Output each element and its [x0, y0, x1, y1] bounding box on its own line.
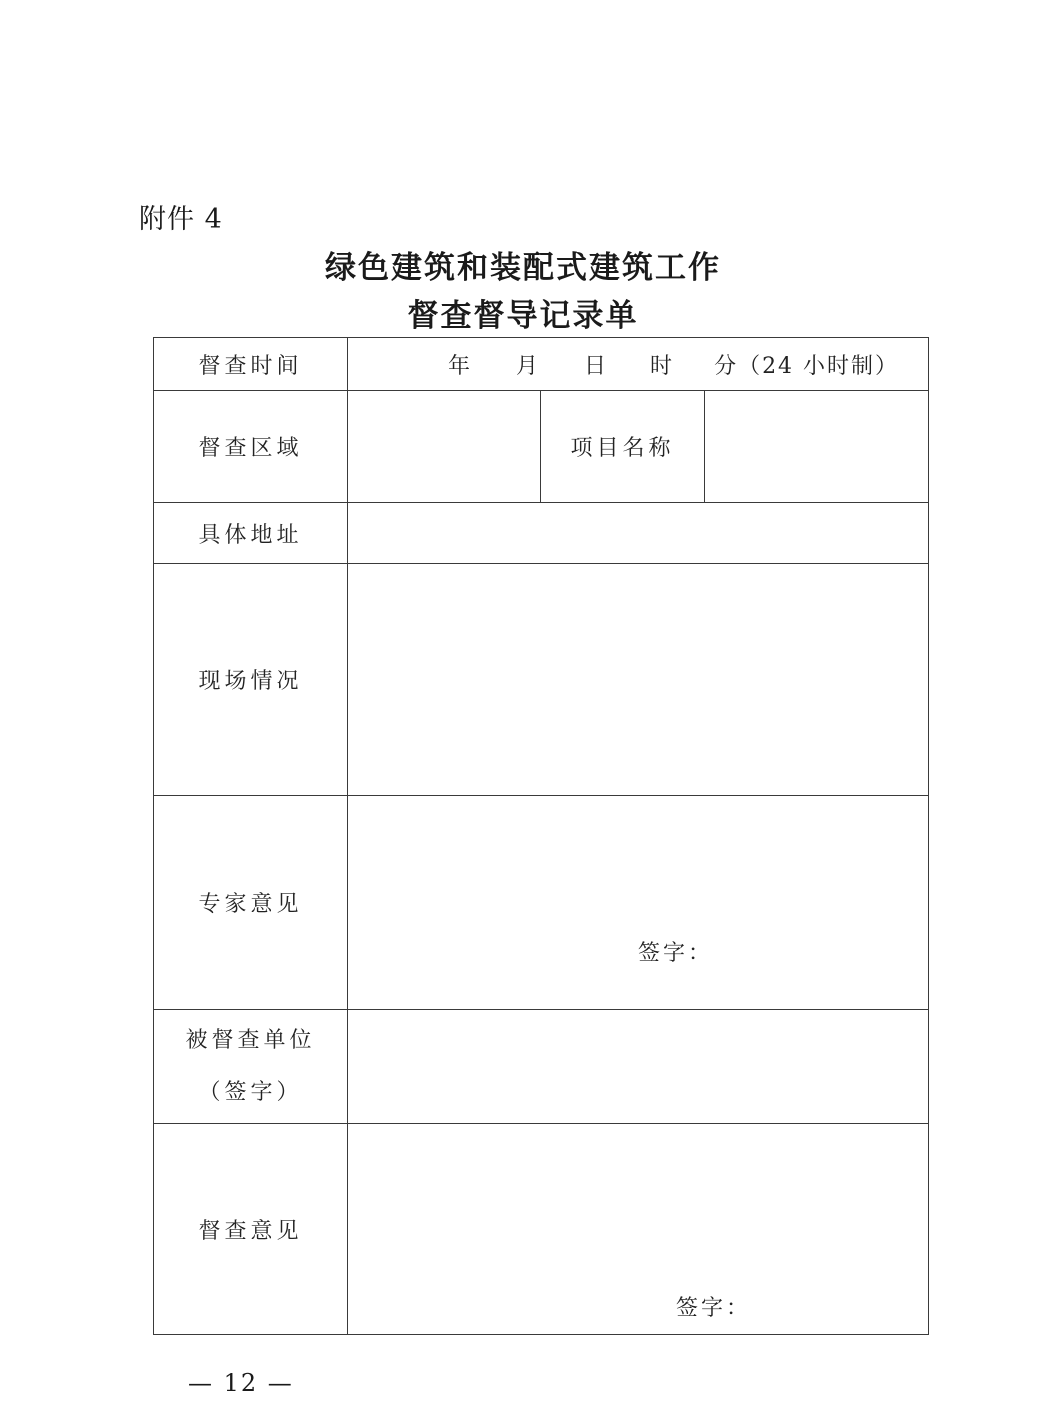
inspection-area-field[interactable]: [348, 391, 541, 503]
inspection-time-label: 督查时间: [154, 338, 348, 391]
inspection-opinion-label: 督查意见: [154, 1124, 348, 1335]
inspection-opinion-field[interactable]: [348, 1124, 929, 1335]
row-address: [154, 503, 929, 564]
inspected-unit-field[interactable]: [348, 1010, 929, 1124]
inspection-time-field[interactable]: [348, 338, 929, 391]
inspected-unit-label-line1: 被督查单位: [185, 1027, 316, 1053]
address-field[interactable]: [348, 503, 929, 564]
inspected-unit-label-line2: （签字）: [198, 1079, 303, 1105]
expert-opinion-field[interactable]: [348, 796, 929, 1010]
page-number: — 12 —: [188, 1369, 294, 1397]
document-title-line1: 绿色建筑和装配式建筑工作: [325, 250, 721, 286]
inspection-signature-label: 签字：: [676, 1296, 752, 1321]
site-situation-field[interactable]: [348, 564, 929, 796]
address-label: 具体地址: [154, 503, 348, 564]
time-minute-unit: 分（24 小时制）: [714, 353, 900, 379]
inspected-unit-label: [154, 1010, 348, 1124]
row-expert-opinion: [154, 796, 929, 1010]
site-situation-label: 现场情况: [154, 564, 348, 796]
row-site-situation: [154, 564, 929, 796]
document-title-line2: 督查督导记录单: [407, 298, 639, 334]
time-day-unit: 日: [584, 353, 609, 379]
row-area-project: [154, 391, 929, 503]
project-name-field[interactable]: [705, 391, 929, 503]
project-name-label: 项目名称: [541, 391, 705, 503]
row-inspection-opinion: [154, 1124, 929, 1335]
row-inspected-unit: [154, 1010, 929, 1124]
expert-signature-label: 签字：: [638, 941, 714, 966]
row-inspection-time: [154, 338, 929, 391]
expert-opinion-label: 专家意见: [154, 796, 348, 1010]
time-hour-unit: 时: [650, 353, 675, 379]
record-form-table: [153, 337, 929, 1335]
attachment-label: 附件 4: [139, 204, 223, 235]
inspection-area-label: 督查区域: [154, 391, 348, 503]
time-month-unit: 月: [516, 353, 541, 379]
time-year-unit: 年: [448, 353, 473, 379]
